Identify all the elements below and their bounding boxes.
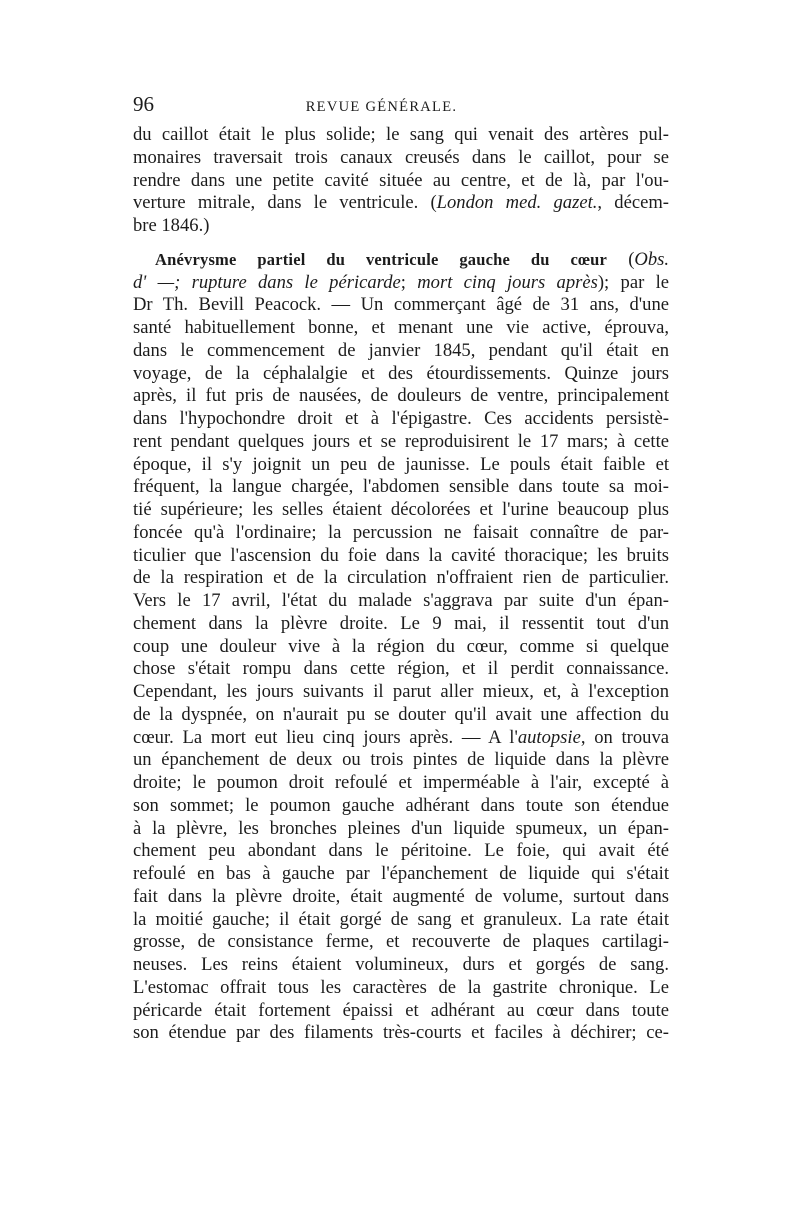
text-line: d' —; rupture dans le péricarde; mort cinq jours après); par le bbox=[133, 271, 669, 293]
text-line: verture mitrale, dans le ventricule. (London med. gazet., décem- bbox=[133, 192, 669, 214]
text-line: cœur. La mort eut lieu cinq jours après. — A l'autopsie, on trouva bbox=[133, 726, 669, 748]
text-line: fréquent, la langue chargée, l'abdomen sensible dans toute sa moi- bbox=[133, 476, 669, 498]
running-title: REVUE GÉNÉRALE. bbox=[305, 99, 458, 115]
text-line: tié supérieure; les selles étaient décolorées et l'urine beaucoup plus bbox=[133, 499, 669, 520]
paragraph-observation bbox=[133, 249, 669, 1045]
text-line: fait dans la plèvre droite, était augmenté de volume, surtout dans bbox=[133, 885, 669, 907]
text-line: Cependant, les jours suivants il parut aller mieux, et, à l'exception bbox=[133, 681, 669, 702]
text-line: de la dyspnée, on n'aurait pu se douter qu'il avait une affection du bbox=[133, 703, 669, 725]
text-line: la moitié gauche; il était gorgé de sang et granuleux. La rate était bbox=[133, 908, 669, 930]
text-line: santé habituellement bonne, et menant une vie active, éprouva, bbox=[133, 317, 669, 338]
text-line: Vers le 17 avril, l'état du malade s'aggrava par suite d'un épan- bbox=[133, 590, 669, 611]
text-line: dans l'hypochondre droit et à l'épigastre. Ces accidents persistè- bbox=[133, 408, 669, 429]
text-line: rendre dans une petite cavité située au centre, et de là, par l'ou- bbox=[133, 169, 669, 191]
text-line: à la plèvre, les bronches pleines d'un liquide spumeux, un épan- bbox=[133, 817, 669, 839]
text-line: après, il fut pris de nausées, de douleurs de ventre, principalement bbox=[133, 385, 669, 407]
text-line: bre 1846.) bbox=[133, 215, 210, 236]
text-line: grosse, de consistance ferme, et recouverte de plaques cartilagi- bbox=[133, 931, 669, 953]
text-line: droite; le poumon droit refoulé et imperméable à l'air, excepté à bbox=[133, 772, 669, 793]
page-header bbox=[133, 92, 669, 124]
document-page bbox=[133, 92, 669, 1045]
text-line: chement peu abondant dans le péritoine. Le foie, qui avait été bbox=[133, 840, 669, 862]
text-line: L'estomac offrait tous les caractères de la gastrite chronique. Le bbox=[133, 976, 669, 998]
text-line: dans le commencement de janvier 1845, pendant qu'il était en bbox=[133, 339, 669, 361]
text-line: de la respiration et de la circulation n'offraient rien de particulier. bbox=[133, 567, 669, 589]
text-line: ticulier que l'ascension du foie dans la cavité thoracique; les bruits bbox=[133, 544, 669, 566]
text-line: chement dans la plèvre droite. Le 9 mai, il ressentit tout d'un bbox=[133, 612, 669, 634]
citation-journal: London med. gazet. bbox=[436, 192, 598, 214]
text-line: un épanchement de deux ou trois pintes de liquide dans la plèvre bbox=[133, 749, 669, 771]
text-line: époque, il s'y joignit un peu de jaunisse. Le pouls était faible et bbox=[133, 453, 669, 475]
text-line: Dr Th. Bevill Peacock. — Un commerçant âgé de 31 ans, d'une bbox=[133, 294, 669, 316]
text-line: refoulé en bas à gauche par l'épanchement de liquide qui s'était bbox=[133, 863, 669, 884]
text-line: neuses. Les reins étaient volumineux, durs et gorgés de sang. bbox=[133, 954, 669, 975]
text-line: son étendue par des filaments très-courts et faciles à déchirer; ce- bbox=[133, 1022, 669, 1044]
text-line: coup une douleur vive à la région du cœur, comme si quelque bbox=[133, 635, 669, 657]
page-number: 96 bbox=[133, 92, 154, 116]
text-line: monaires traversait trois canaux creusés dans le caillot, pour se bbox=[133, 146, 669, 168]
text-line: du caillot était le plus solide; le sang qui venait des artères pul- bbox=[133, 124, 669, 145]
section-heading-line: Anévrysme partiel du ventricule gauche du cœur (Obs. bbox=[155, 248, 669, 270]
text-line: voyage, de la céphalalgie et des étourdissements. Quinze jours bbox=[133, 362, 669, 384]
text-line: rent pendant quelques jours et se reproduisirent le 17 mars; à cette bbox=[133, 430, 669, 452]
text-line: péricarde était fortement épaissi et adhérant au cœur dans toute bbox=[133, 999, 669, 1021]
text-line: foncée qu'à l'ordinaire; la percussion ne faisait connaître de par- bbox=[133, 521, 669, 543]
text-line: son sommet; le poumon gauche adhérant dans toute son étendue bbox=[133, 794, 669, 816]
autopsy-term: autopsie bbox=[517, 726, 581, 748]
paragraph-continuation bbox=[133, 124, 669, 238]
text-line: chose s'était rompu dans cette région, et il perdit connaissance. bbox=[133, 658, 669, 680]
section-heading: Anévrysme partiel du ventricule gauche du cœur bbox=[155, 249, 608, 269]
